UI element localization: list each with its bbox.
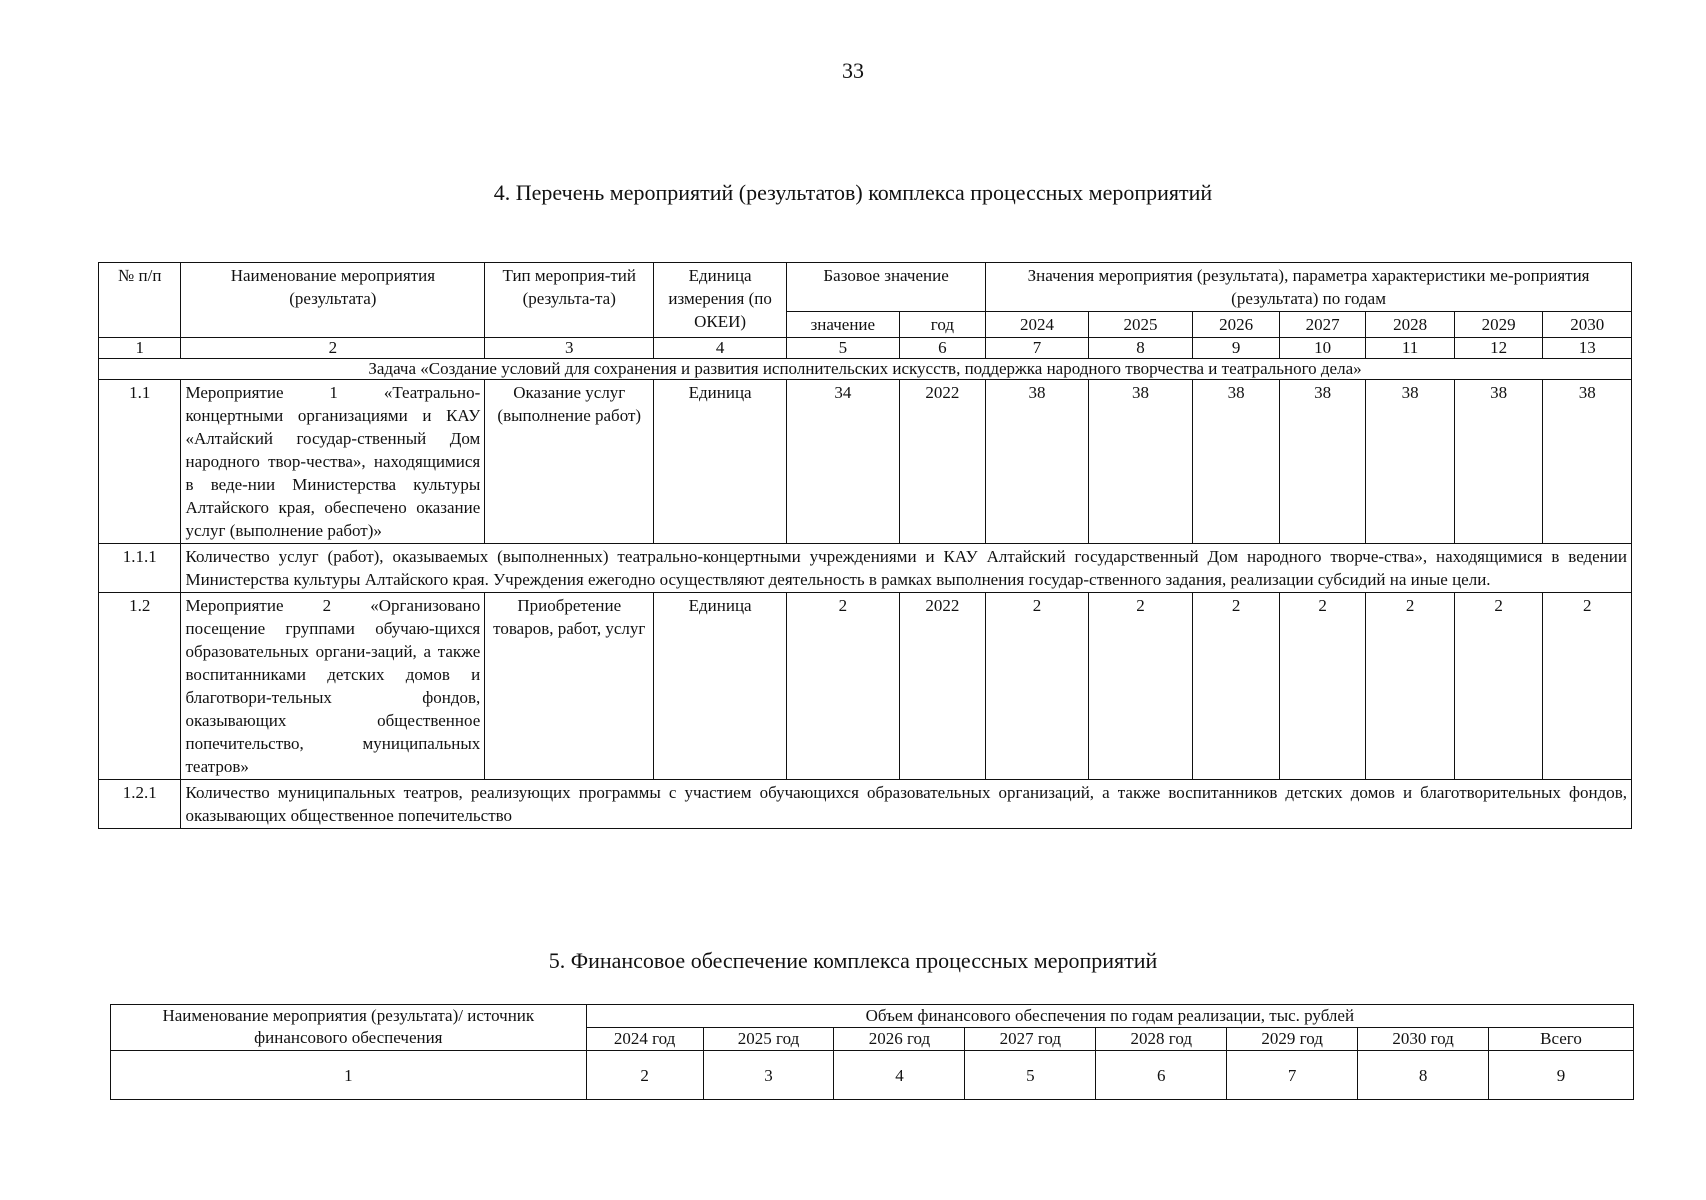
task-row [99,359,1632,380]
header-type: Тип мероприя-тий (результа-та) [485,263,654,338]
task-text: Задача «Создание условий для сохранения и развития исполнительских искусств, поддержка народного творчества и театрального дела» [99,359,1632,380]
header-year: 2029 [1454,312,1543,338]
measures-table [98,262,1632,829]
measure-value: 38 [1088,380,1193,544]
measure-base-value: 34 [787,380,900,544]
measure-type: Оказание услуг (выполнение работ) [485,380,654,544]
column-number: 11 [1366,338,1455,359]
measure-value: 2 [1543,593,1632,780]
measure-value: 2 [986,593,1089,780]
column-numbers-row [99,338,1632,359]
header-name: Наименование мероприятия (результата) [181,263,485,338]
fin-column-number: 3 [703,1051,834,1100]
measure-value: 38 [1193,380,1280,544]
header-base: Базовое значение [787,263,986,312]
measure-value: 2 [1193,593,1280,780]
measure-name: Мероприятие 2 «Организовано посещение группами обучаю-щихся образовательных органи-заций, а также воспитанниками детских домов и благотвори-тельных фондов, оказывающих общественное попечительство, муниципальных театров» [181,593,485,780]
column-number: 10 [1279,338,1366,359]
fin-column-number: 4 [834,1051,965,1100]
indicator-row [99,544,1632,593]
fin-column-number: 9 [1489,1051,1634,1100]
measure-num: 1.1 [99,380,181,544]
measure-value: 2 [1454,593,1543,780]
fin-header-year: 2027 год [965,1028,1096,1051]
indicator-row [99,780,1632,829]
header-values-group: Значения мероприятия (результата), параметра характеристики ме-роприятия (результата) по годам [986,263,1632,312]
fin-column-number: 7 [1227,1051,1358,1100]
header-year: 2028 [1366,312,1455,338]
measure-base-value: 2 [787,593,900,780]
indicator-num: 1.1.1 [99,544,181,593]
page-number: 33 [842,58,864,83]
measure-value: 38 [986,380,1089,544]
fin-header-year: 2025 год [703,1028,834,1051]
fin-column-number: 5 [965,1051,1096,1100]
fin-column-numbers-row [111,1051,1634,1100]
measure-value: 2 [1279,593,1366,780]
fin-header-year: 2029 год [1227,1028,1358,1051]
measure-row [99,593,1632,780]
indicator-text: Количество услуг (работ), оказываемых (выполненных) театрально-концертными учреждениями и КАУ Алтайский государственный Дом народного творче-ства», находящимися в ведении Министерства культуры Алтайского края. Учреждения ежегодно осуществляют деятельность в рамках выполнения государ-ственного задания, реализации субсидий на иные цели. [181,544,1632,593]
fin-header-year: 2030 год [1358,1028,1489,1051]
fin-header-name: Наименование мероприятия (результата)/ источник финансового обеспечения [111,1005,587,1051]
measure-unit: Единица [654,380,787,544]
fin-header-volume: Объем финансового обеспечения по годам реализации, тыс. рублей [586,1005,1633,1028]
financing-table [110,1004,1634,1100]
column-number: 4 [654,338,787,359]
column-number: 6 [899,338,986,359]
fin-column-number: 1 [111,1051,587,1100]
measure-value: 2 [1366,593,1455,780]
column-number: 3 [485,338,654,359]
measure-value: 38 [1543,380,1632,544]
measure-base-year: 2022 [899,593,986,780]
fin-column-number: 6 [1096,1051,1227,1100]
measure-num: 1.2 [99,593,181,780]
header-base-value: значение [787,312,900,338]
fin-header-year: 2026 год [834,1028,965,1051]
header-year: 2026 [1193,312,1280,338]
header-row-1 [99,263,1632,312]
column-number: 13 [1543,338,1632,359]
fin-header-year: 2024 год [586,1028,703,1051]
header-num: № п/п [99,263,181,338]
header-year: 2027 [1279,312,1366,338]
indicator-text: Количество муниципальных театров, реализующих программы с участием обучающихся образовательных организаций, а также воспитанников детских домов и благотворительных фондов, оказывающих общественное попечительство [181,780,1632,829]
column-number: 8 [1088,338,1193,359]
header-year: 2025 [1088,312,1193,338]
column-number: 5 [787,338,900,359]
measure-value: 38 [1454,380,1543,544]
measure-value: 2 [1088,593,1193,780]
measure-value: 38 [1366,380,1455,544]
section-5-title: 5. Финансовое обеспечение комплекса процессных мероприятий [548,948,1158,973]
header-base-year: год [899,312,986,338]
measure-value: 38 [1279,380,1366,544]
column-number: 1 [99,338,181,359]
section-4-title: 4. Перечень мероприятий (результатов) комплекса процессных мероприятий [493,180,1213,205]
fin-header-row-1 [111,1005,1634,1028]
header-year: 2030 [1543,312,1632,338]
header-unit: Единица измерения (по ОКЕИ) [654,263,787,338]
column-number: 12 [1454,338,1543,359]
fin-column-number: 2 [586,1051,703,1100]
column-number: 2 [181,338,485,359]
column-number: 7 [986,338,1089,359]
measure-type: Приобретение товаров, работ, услуг [485,593,654,780]
measure-unit: Единица [654,593,787,780]
measure-row [99,380,1632,544]
fin-header-total: Всего [1489,1028,1634,1051]
fin-column-number: 8 [1358,1051,1489,1100]
header-year: 2024 [986,312,1089,338]
fin-header-year: 2028 год [1096,1028,1227,1051]
measure-name: Мероприятие 1 «Театрально-концертными организациями и КАУ «Алтайский государ-ственный Дом народного твор-чества», находящимися в веде-нии Министерства культуры Алтайского края, обеспечено оказание услуг (выполнение работ)» [181,380,485,544]
column-number: 9 [1193,338,1280,359]
indicator-num: 1.2.1 [99,780,181,829]
measure-base-year: 2022 [899,380,986,544]
